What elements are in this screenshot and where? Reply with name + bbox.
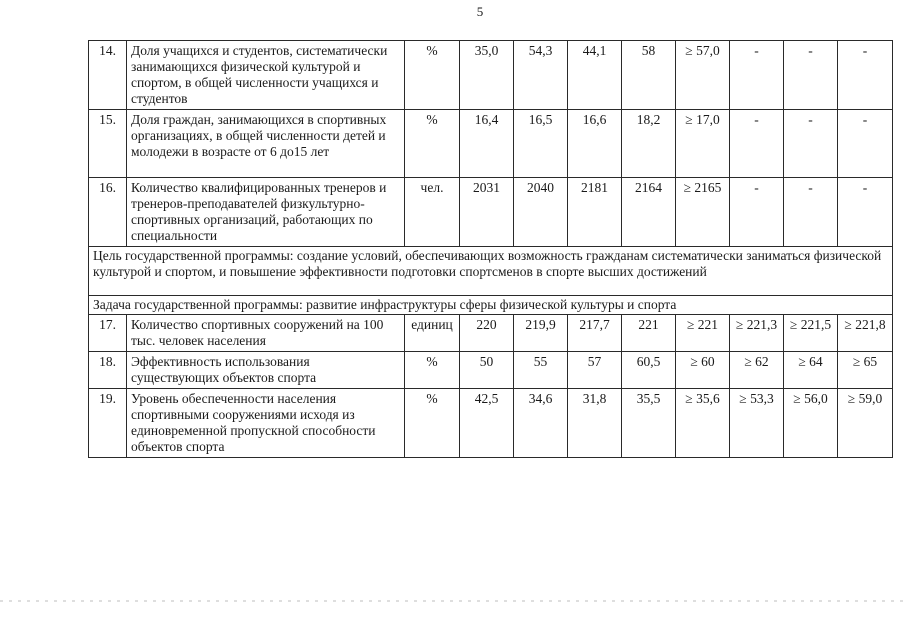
value-cell: -	[784, 41, 838, 110]
value-cell: ≥ 64	[784, 352, 838, 389]
row-number: 15.	[89, 110, 127, 178]
value-cell: 16,4	[460, 110, 514, 178]
row-number: 14.	[89, 41, 127, 110]
value-cell: 44,1	[568, 41, 622, 110]
value-cell: 35,0	[460, 41, 514, 110]
unit-cell: %	[405, 41, 460, 110]
value-cell: 2031	[460, 178, 514, 247]
table-row	[89, 110, 893, 178]
value-cell: 2040	[514, 178, 568, 247]
row-number: 18.	[89, 352, 127, 389]
value-cell: 31,8	[568, 389, 622, 458]
value-cell: ≥ 35,6	[676, 389, 730, 458]
value-cell: 219,9	[514, 315, 568, 352]
indicator-name: Уровень обеспеченности населения спортивными сооружениями исходя из единовременной пропускной способности объектов спорта	[127, 389, 405, 458]
table-row	[89, 315, 893, 352]
row-number: 17.	[89, 315, 127, 352]
indicator-name: Доля учащихся и студентов, систематически занимающихся физической культурой и спортом, в общей численности учащихся и студентов	[127, 41, 405, 110]
value-cell: 18,2	[622, 110, 676, 178]
indicator-name: Количество квалифицированных тренеров и тренеров-преподавателей физкультурно-спортивных организаций, работающих по специальности	[127, 178, 405, 247]
indicator-name: Количество спортивных сооружений на 100 тыс. человек населения	[127, 315, 405, 352]
value-cell: 57	[568, 352, 622, 389]
value-cell: 42,5	[460, 389, 514, 458]
unit-cell: %	[405, 389, 460, 458]
value-cell: -	[784, 110, 838, 178]
value-cell: 55	[514, 352, 568, 389]
value-cell: ≥ 57,0	[676, 41, 730, 110]
table-row	[89, 178, 893, 247]
program-task: Задача государственной программы: развитие инфраструктуры сферы физической культуры и спорта	[89, 296, 893, 315]
unit-cell: единиц	[405, 315, 460, 352]
value-cell: ≥ 56,0	[784, 389, 838, 458]
value-cell: ≥ 221,3	[730, 315, 784, 352]
value-cell: ≥ 17,0	[676, 110, 730, 178]
indicator-name: Доля граждан, занимающихся в спортивных организациях, в общей численности детей и молодежи в возрасте от 6 до15 лет	[127, 110, 405, 178]
indicators-table	[88, 40, 893, 458]
value-cell: ≥ 221	[676, 315, 730, 352]
value-cell: -	[730, 178, 784, 247]
indicator-name: Эффективность использования существующих объектов спорта	[127, 352, 405, 389]
value-cell: -	[730, 110, 784, 178]
table-row	[89, 389, 893, 458]
value-cell: ≥ 60	[676, 352, 730, 389]
program-goal: Цель государственной программы: создание условий, обеспечивающих возможность гражданам систематически заниматься физической культурой и спортом, и повышение эффективности подготовки спортсменов в спорте высших достижений	[89, 247, 893, 296]
value-cell: ≥ 221,8	[838, 315, 893, 352]
program-goal-row	[89, 247, 893, 296]
value-cell: -	[838, 178, 893, 247]
value-cell: 2181	[568, 178, 622, 247]
value-cell: 221	[622, 315, 676, 352]
value-cell: 34,6	[514, 389, 568, 458]
value-cell: 2164	[622, 178, 676, 247]
value-cell: ≥ 2165	[676, 178, 730, 247]
value-cell: 58	[622, 41, 676, 110]
row-number: 16.	[89, 178, 127, 247]
scan-artifact-line	[0, 600, 905, 602]
unit-cell: %	[405, 352, 460, 389]
value-cell: 220	[460, 315, 514, 352]
value-cell: 50	[460, 352, 514, 389]
value-cell: 217,7	[568, 315, 622, 352]
value-cell: ≥ 221,5	[784, 315, 838, 352]
value-cell: -	[730, 41, 784, 110]
value-cell: 35,5	[622, 389, 676, 458]
page-number: 5	[476, 4, 484, 19]
program-task-row	[89, 296, 893, 315]
value-cell: -	[838, 41, 893, 110]
value-cell: -	[784, 178, 838, 247]
value-cell: ≥ 65	[838, 352, 893, 389]
unit-cell: %	[405, 110, 460, 178]
value-cell: 16,6	[568, 110, 622, 178]
row-number: 19.	[89, 389, 127, 458]
value-cell: ≥ 62	[730, 352, 784, 389]
value-cell: ≥ 53,3	[730, 389, 784, 458]
value-cell: -	[838, 110, 893, 178]
value-cell: 60,5	[622, 352, 676, 389]
unit-cell: чел.	[405, 178, 460, 247]
value-cell: 54,3	[514, 41, 568, 110]
value-cell: ≥ 59,0	[838, 389, 893, 458]
table-row	[89, 41, 893, 110]
value-cell: 16,5	[514, 110, 568, 178]
table-row	[89, 352, 893, 389]
